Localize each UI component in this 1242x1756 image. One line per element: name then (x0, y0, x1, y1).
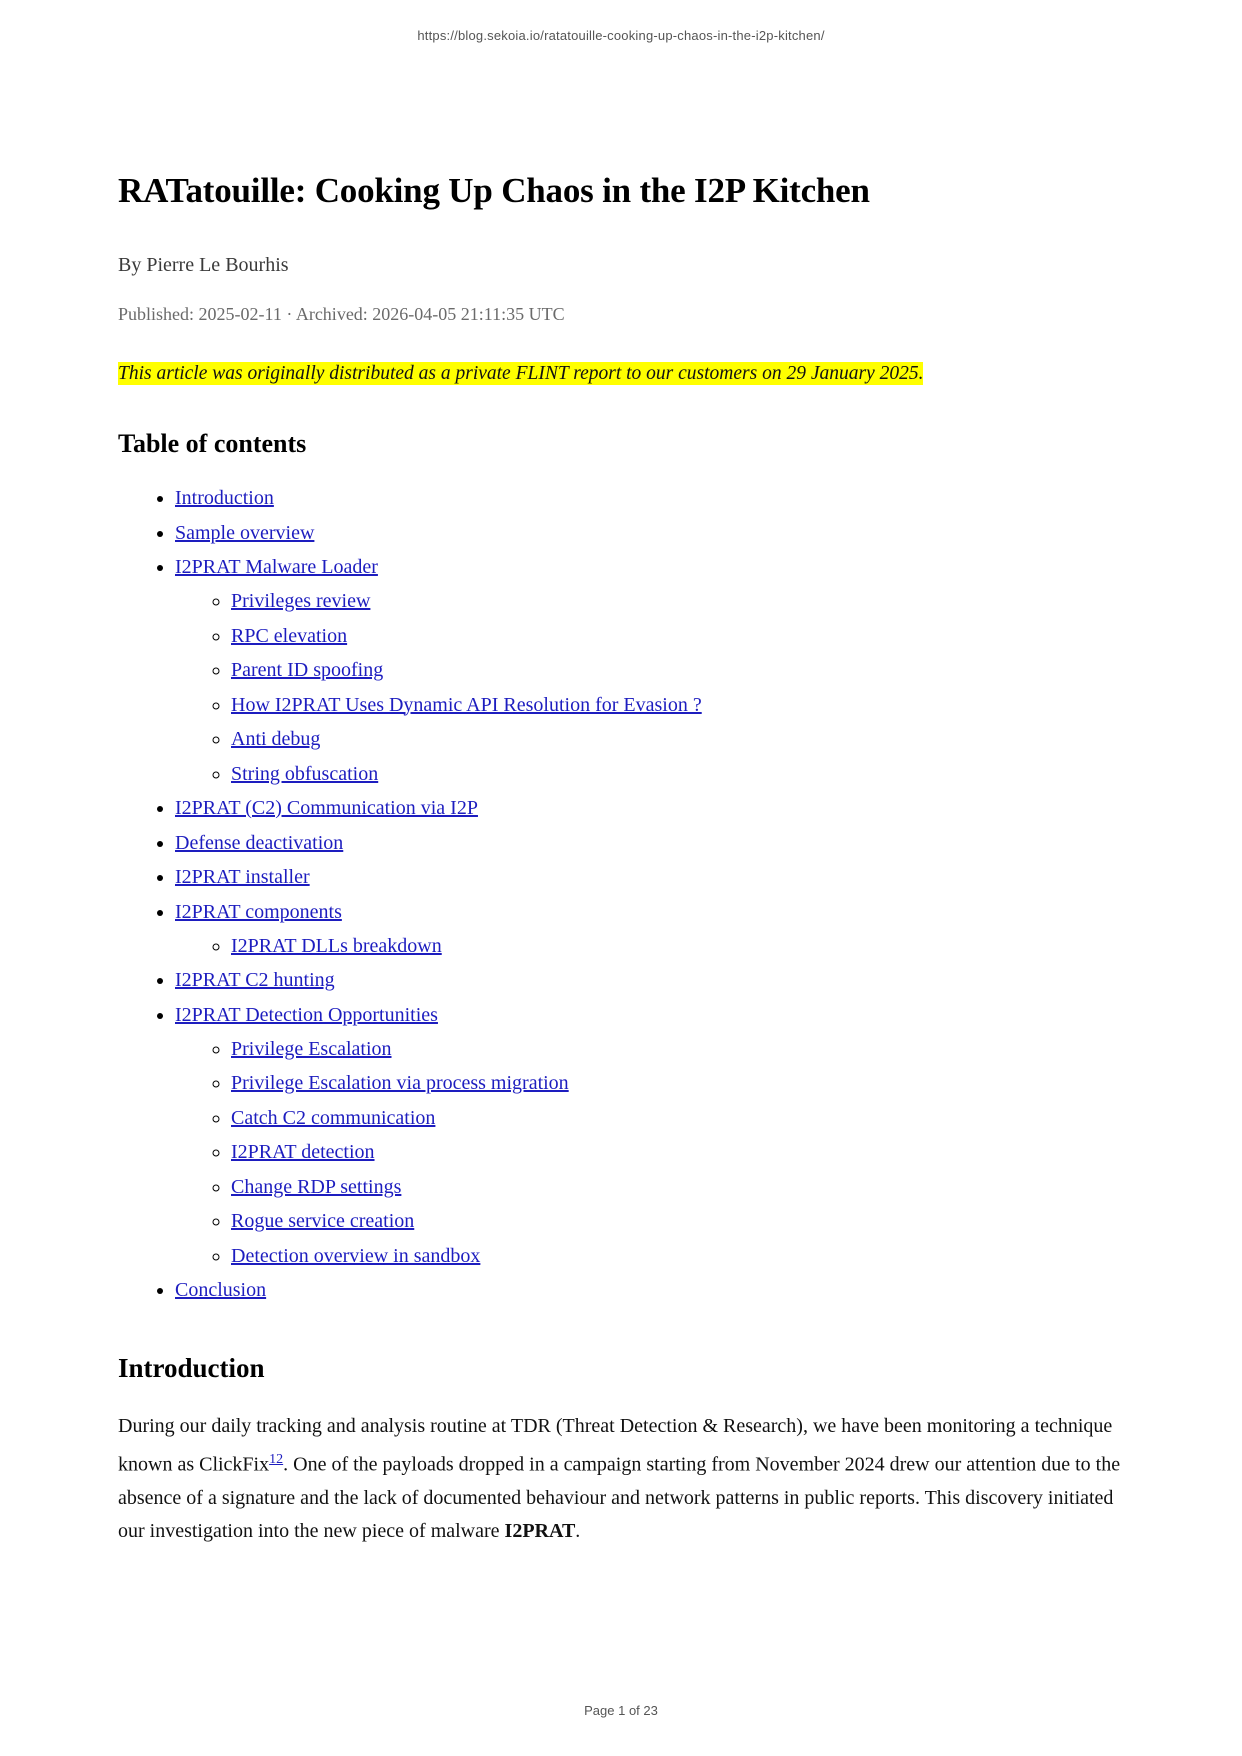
list-item (231, 659, 1124, 681)
toc-link-parent-id-spoofing[interactable]: Parent ID spoofing (231, 659, 384, 681)
author-byline: By Pierre Le Bourhis (118, 254, 289, 276)
list-item (231, 1107, 1124, 1129)
intro-text-part2: . One of the payloads dropped in a campaign starting from November 2024 drew our attention due to the absence of a signature and the lack of documented behaviour and network patterns in public reports. This discovery initiated our investigation into the new piece of malware (118, 1453, 1121, 1543)
toc-link-i2prat-detection-opportunities[interactable]: I2PRAT Detection Opportunities (175, 1003, 438, 1026)
list-item (175, 832, 1124, 854)
page-footer (0, 1703, 1242, 1718)
introduction-heading: Introduction (118, 1353, 265, 1383)
list-item (231, 1210, 1124, 1232)
list-item (175, 556, 1124, 785)
toc-link-detection-overview-in-sandbox[interactable]: Detection overview in sandbox (231, 1244, 481, 1267)
toc-sublist (175, 1038, 1124, 1267)
toc-link-privilege-escalation-process-migration[interactable]: Privilege Escalation via process migration (231, 1072, 569, 1094)
intro-text-part1: During our daily tracking and analysis routine at TDR (Threat Detection & Research), we have been monitoring a technique known as ClickFix (118, 1415, 1113, 1476)
toc-link-i2prat-components[interactable]: I2PRAT components (175, 900, 342, 923)
toc-link-i2prat-detection[interactable]: I2PRAT detection (231, 1141, 375, 1163)
toc-link-privilege-escalation[interactable]: Privilege Escalation (231, 1037, 392, 1060)
toc-link-i2prat-malware-loader[interactable]: I2PRAT Malware Loader (175, 556, 378, 578)
list-item (231, 1072, 1124, 1094)
list-item (231, 694, 1124, 716)
list-item (231, 625, 1124, 647)
toc-link-c2-communication-via-i2p[interactable]: I2PRAT (C2) Communication via I2P (175, 797, 478, 819)
list-item (231, 935, 1124, 957)
page-number-label: Page 1 of 23 (584, 1703, 658, 1718)
toc-link-string-obfuscation[interactable]: String obfuscation (231, 762, 379, 785)
toc-link-i2prat-installer[interactable]: I2PRAT installer (175, 866, 310, 888)
intro-text-part3: . (575, 1520, 581, 1543)
list-item (175, 487, 1124, 509)
toc-link-conclusion[interactable]: Conclusion (175, 1279, 267, 1301)
intro-malware-name: I2PRAT (504, 1520, 576, 1543)
toc-link-catch-c2-communication[interactable]: Catch C2 communication (231, 1106, 436, 1129)
distribution-notice-highlight: This article was originally distributed as a private FLINT report to our customers on 29 January 2025. (118, 363, 924, 384)
list-item (231, 763, 1124, 785)
toc-link-change-rdp-settings[interactable]: Change RDP settings (231, 1175, 402, 1198)
list-item (175, 797, 1124, 819)
list-item (231, 1141, 1124, 1163)
footnote-ref (269, 1448, 283, 1467)
toc-link-i2prat-c2-hunting[interactable]: I2PRAT C2 hunting (175, 969, 335, 991)
table-of-contents-heading: Table of contents (118, 429, 307, 458)
list-item (175, 901, 1124, 957)
toc-link-defense-deactivation[interactable]: Defense deactivation (175, 831, 344, 854)
toc-link-privileges-review[interactable]: Privileges review (231, 590, 371, 612)
article-content (0, 43, 1242, 1549)
list-item (231, 728, 1124, 750)
footnote-link-12[interactable]: 12 (269, 1451, 284, 1467)
toc-link-i2prat-dlls-breakdown[interactable]: I2PRAT DLLs breakdown (231, 934, 442, 957)
list-item (175, 969, 1124, 991)
list-item (175, 1279, 1124, 1301)
page-header-url: https://blog.sekoia.io/ratatouille-cooking-up-chaos-in-the-i2p-kitchen/ (417, 28, 825, 43)
publication-info: Published: 2025-02-11 · Archived: 2026-04-05 21:11:35 UTC (118, 304, 565, 324)
list-item (231, 1245, 1124, 1267)
list-item (175, 1004, 1124, 1267)
list-item (231, 590, 1124, 612)
toc-link-sample-overview[interactable]: Sample overview (175, 521, 315, 544)
toc-sublist (175, 935, 1124, 957)
list-item (231, 1038, 1124, 1060)
toc-link-dynamic-api-resolution[interactable]: How I2PRAT Uses Dynamic API Resolution for Evasion ? (231, 693, 702, 716)
toc-link-introduction[interactable]: Introduction (175, 487, 274, 509)
list-item (175, 522, 1124, 544)
introduction-paragraph (118, 1410, 1124, 1549)
toc-link-rpc-elevation[interactable]: RPC elevation (231, 624, 348, 647)
toc-link-anti-debug[interactable]: Anti debug (231, 728, 321, 750)
page-title: RATatouille: Cooking Up Chaos in the I2P Kitchen (118, 171, 870, 210)
list-item (175, 866, 1124, 888)
table-of-contents (118, 487, 1124, 1301)
list-item (231, 1176, 1124, 1198)
toc-sublist (175, 590, 1124, 785)
distribution-notice (118, 363, 1124, 385)
toc-link-rogue-service-creation[interactable]: Rogue service creation (231, 1210, 415, 1232)
